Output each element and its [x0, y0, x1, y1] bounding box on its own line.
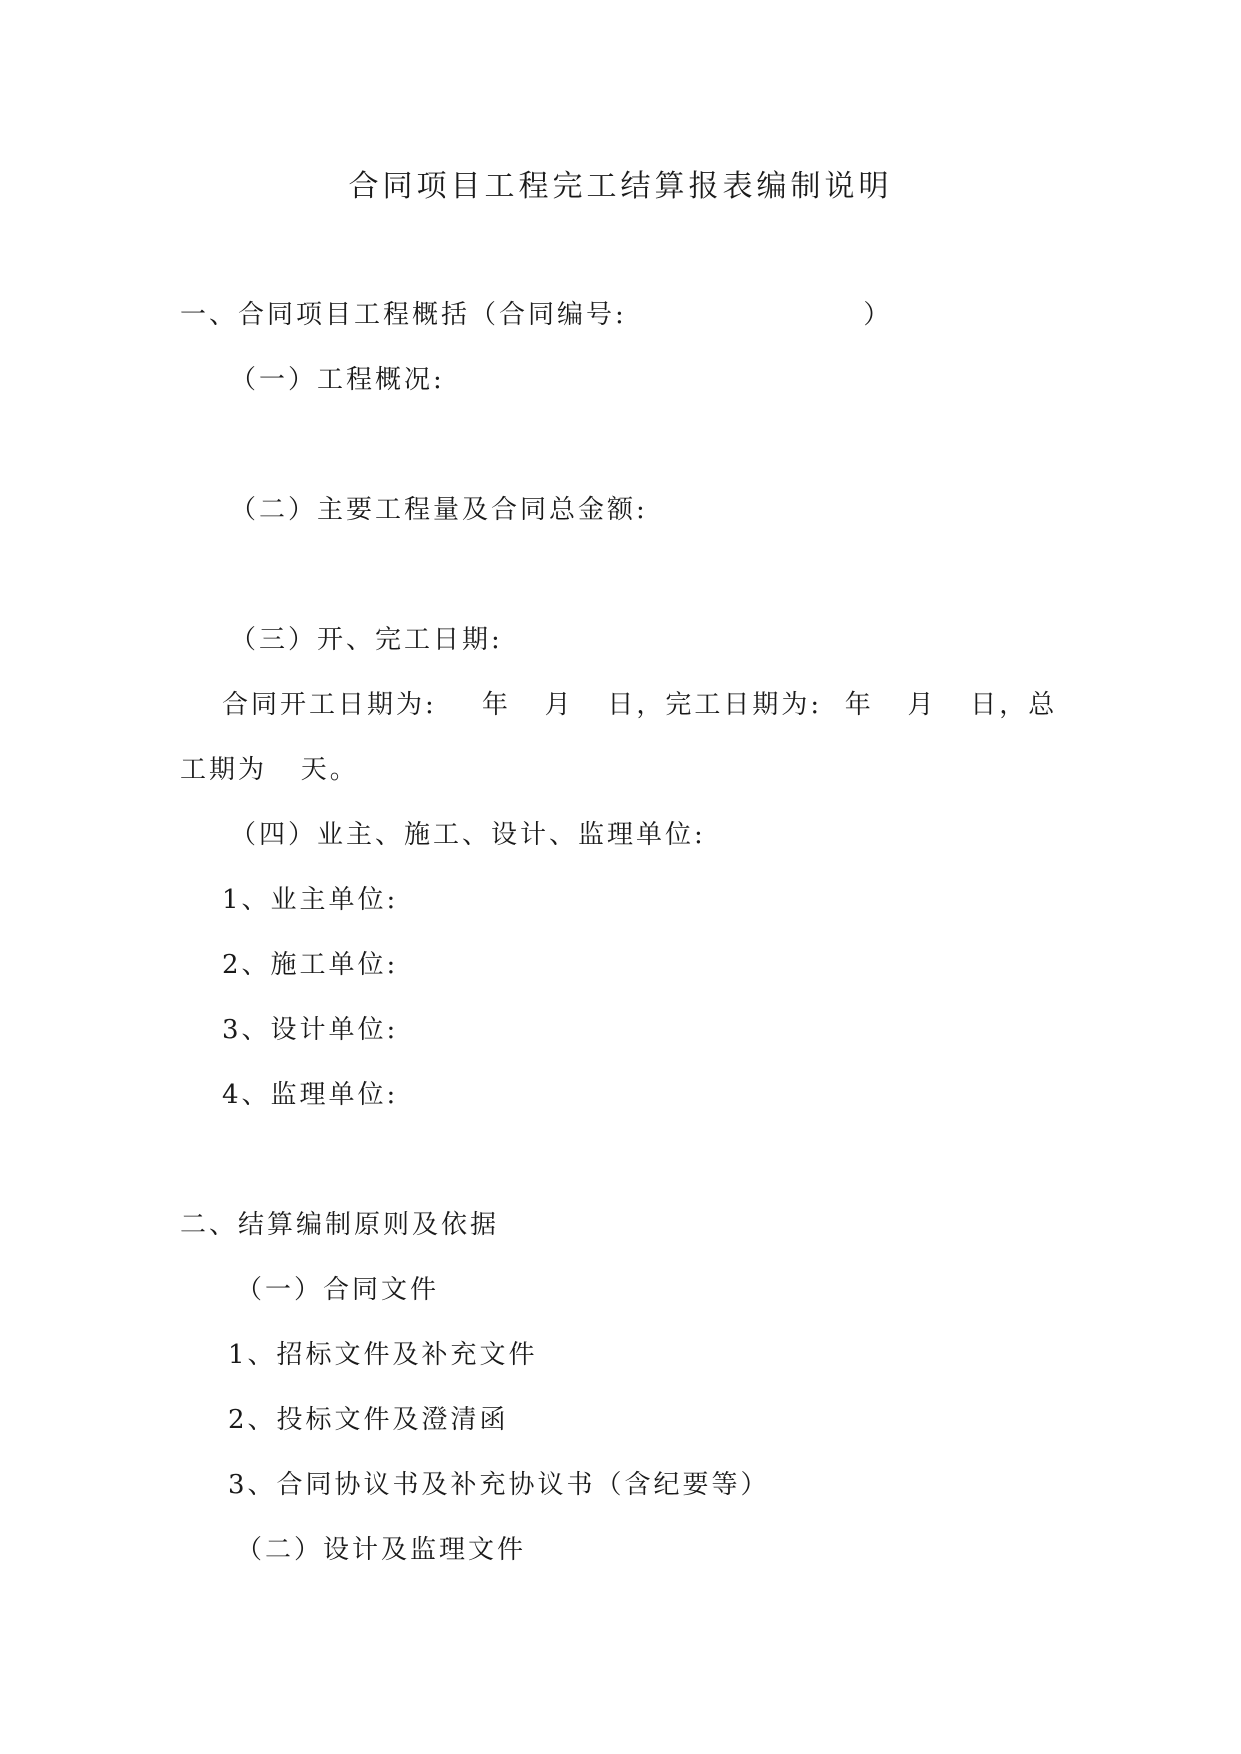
section-1-sub-4: （四）业主、施工、设计、监理单位: — [230, 820, 706, 850]
contract-doc-item: 3、合同协议书及补充协议书（含纪要等） — [228, 1470, 770, 1500]
dates-line-1: 合同开工日期为: 年 月 日，完工日期为: 年 月 日，总 — [222, 690, 1058, 720]
contract-doc-item: 2、投标文件及澄清函 — [228, 1405, 509, 1435]
section-1-sub-2: （二）主要工程量及合同总金额: — [230, 495, 648, 525]
section-2-sub-1: （一）合同文件 — [236, 1275, 440, 1305]
unit-designer: 3、设计单位: — [222, 1015, 399, 1045]
section-1-sub-3: （三）开、完工日期: — [230, 625, 503, 655]
unit-supervisor: 4、监理单位: — [222, 1080, 399, 1110]
page-title: 合同项目工程完工结算报表编制说明 — [348, 169, 893, 204]
section-2-sub-2: （二）设计及监理文件 — [236, 1535, 527, 1565]
section-1-sub-1: （一）工程概况: — [230, 365, 445, 395]
contract-doc-item: 1、招标文件及补充文件 — [228, 1340, 538, 1370]
section-1-heading: 一、合同项目工程概括（合同编号: ） — [180, 300, 893, 330]
dates-line-2: 工期为 天。 — [180, 755, 359, 785]
unit-contractor: 2、施工单位: — [222, 950, 399, 980]
unit-owner: 1、业主单位: — [222, 885, 399, 915]
section-2-heading: 二、结算编制原则及依据 — [180, 1210, 500, 1240]
